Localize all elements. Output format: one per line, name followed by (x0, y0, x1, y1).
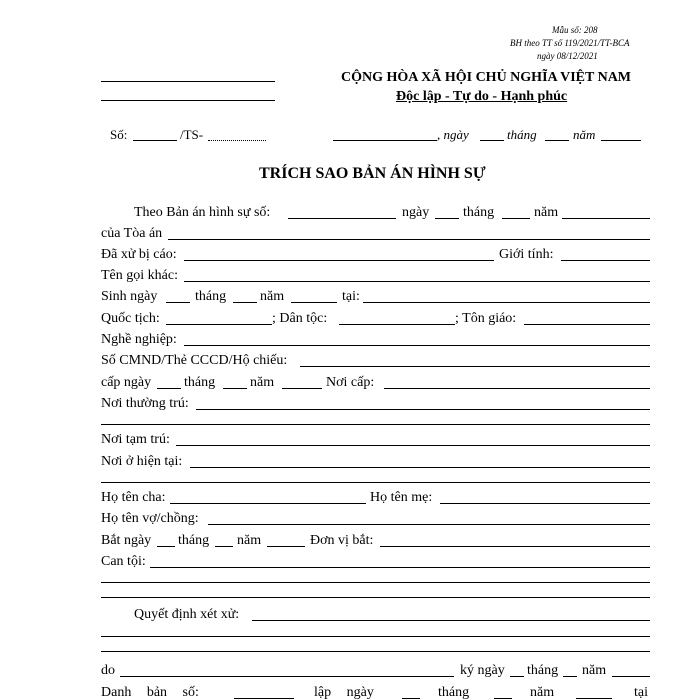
defendant-label: Đã xử bị cáo: (101, 247, 177, 262)
record-year-label: năm (530, 685, 555, 700)
judgment-day-field[interactable] (435, 218, 459, 219)
arresting-unit-field[interactable] (380, 546, 650, 547)
id-number-label: Số CMND/Thẻ CCCD/Hộ chiếu: (101, 353, 288, 368)
issue-month-field[interactable] (223, 388, 247, 389)
mother-name-label: Họ tên mẹ: (370, 490, 433, 505)
id-number-field[interactable] (300, 366, 650, 367)
record-month-label: tháng (438, 685, 470, 700)
temporary-address-field[interactable] (176, 445, 650, 446)
document-title: TRÍCH SAO BẢN ÁN HÌNH SỰ (259, 165, 486, 182)
form-date: ngày 08/12/2021 (537, 51, 598, 61)
nationality-field[interactable] (166, 324, 272, 325)
verdict-field-2[interactable] (101, 636, 650, 637)
issue-day-label: cấp ngày (101, 375, 152, 390)
birth-place-label: tại: (342, 289, 360, 304)
form-circular: BH theo TT số 119/2021/TT-BCA (510, 38, 630, 48)
court-label: của Tòa án (101, 226, 163, 241)
birth-year-label: năm (260, 289, 285, 304)
sign-year-field[interactable] (612, 676, 650, 677)
issuer-field[interactable] (120, 676, 454, 677)
arrest-year-field[interactable] (267, 546, 305, 547)
permanent-address-label: Nơi thường trú: (101, 396, 189, 411)
spouse-name-field[interactable] (208, 524, 650, 525)
religion-field[interactable] (524, 324, 650, 325)
defendant-field[interactable] (184, 260, 494, 261)
birth-month-field[interactable] (233, 302, 257, 303)
arrest-month-field[interactable] (215, 546, 233, 547)
occupation-field[interactable] (184, 345, 650, 346)
temporary-address-label: Nơi tạm trú: (101, 432, 170, 447)
sign-year-label: năm (582, 663, 607, 678)
birth-day-field[interactable] (166, 302, 190, 303)
current-address-field[interactable] (190, 467, 650, 468)
issue-month-label: tháng (184, 375, 216, 390)
date-year-field[interactable] (601, 140, 641, 141)
permanent-address-field-2[interactable] (101, 424, 650, 425)
record-month-field[interactable] (494, 698, 512, 699)
date-day-label: , ngày (437, 127, 469, 142)
mother-name-field[interactable] (440, 503, 650, 504)
date-day-field[interactable] (480, 140, 504, 141)
charge-field[interactable] (150, 567, 650, 568)
spouse-name-label: Họ tên vợ/chồng: (101, 511, 199, 526)
number-field[interactable] (133, 140, 177, 141)
issue-year-field[interactable] (282, 388, 322, 389)
judgment-day-label: ngày (402, 205, 430, 220)
country-name: CỘNG HÒA XÃ HỘI CHỦ NGHĨA VIỆT NAM (341, 70, 632, 85)
record-day-label: lập ngày (314, 685, 374, 700)
form-number: Mẫu số: 208 (552, 25, 598, 35)
date-year-label: năm (573, 127, 596, 142)
birth-month-label: tháng (195, 289, 227, 304)
issue-place-label: Nơi cấp: (326, 375, 375, 390)
record-day-field[interactable] (402, 698, 420, 699)
sign-month-label: tháng (527, 663, 559, 678)
issue-day-field[interactable] (157, 388, 181, 389)
record-place-label: tại (634, 685, 648, 700)
judgment-number-label: Theo Bản án hình sự số: (134, 205, 271, 220)
arrest-year-label: năm (237, 533, 262, 548)
sign-day-field[interactable] (510, 676, 524, 677)
record-year-field[interactable] (576, 698, 612, 699)
date-month-field[interactable] (545, 140, 569, 141)
fingerprint-record-field[interactable] (234, 698, 294, 699)
verdict-field[interactable] (252, 620, 650, 621)
charge-field-2[interactable] (101, 582, 650, 583)
ts-field[interactable] (208, 140, 266, 141)
alias-label: Tên gọi khác: (101, 268, 178, 283)
gender-field[interactable] (561, 260, 650, 261)
alias-field[interactable] (184, 281, 650, 282)
verdict-field-3[interactable] (101, 651, 650, 652)
gender-label: Giới tính: (499, 247, 554, 262)
father-name-field[interactable] (170, 503, 366, 504)
court-field[interactable] (168, 239, 650, 240)
agency-line-2[interactable] (101, 100, 275, 101)
issuer-label: do (101, 663, 115, 678)
place-field[interactable] (333, 140, 437, 141)
arrest-day-field[interactable] (157, 546, 175, 547)
number-label: Số: (110, 127, 128, 142)
ethnicity-label: ; Dân tộc: (272, 311, 328, 326)
fingerprint-record-label: Danh bản số: (101, 685, 199, 700)
agency-line-1[interactable] (101, 81, 275, 82)
issue-year-label: năm (250, 375, 275, 390)
verdict-label: Quyết định xét xử: (134, 607, 240, 622)
permanent-address-field[interactable] (196, 409, 650, 410)
charge-label: Can tội: (101, 554, 146, 569)
birth-place-field[interactable] (363, 302, 650, 303)
motto: Độc lập - Tự do - Hạnh phúc (396, 89, 568, 104)
judgment-year-field[interactable] (562, 218, 650, 219)
sign-month-field[interactable] (563, 676, 577, 677)
judgment-number-field[interactable] (288, 218, 396, 219)
current-address-field-2[interactable] (101, 482, 650, 483)
birth-year-field[interactable] (291, 302, 337, 303)
arrest-month-label: tháng (178, 533, 210, 548)
arrest-day-label: Bắt ngày (101, 533, 152, 548)
religion-label: ; Tôn giáo: (455, 311, 517, 326)
birth-day-label: Sinh ngày (101, 289, 158, 304)
ts-label: /TS- (180, 127, 204, 142)
ethnicity-field[interactable] (339, 324, 455, 325)
current-address-label: Nơi ở hiện tại: (101, 454, 183, 469)
occupation-label: Nghề nghiệp: (101, 332, 177, 347)
judgment-month-label: tháng (463, 205, 495, 220)
father-name-label: Họ tên cha: (101, 490, 166, 505)
arresting-unit-label: Đơn vị bắt: (310, 533, 374, 548)
date-month-label: tháng (507, 127, 537, 142)
judgment-month-field[interactable] (502, 218, 530, 219)
issue-place-field[interactable] (384, 388, 650, 389)
judgment-year-label: năm (534, 205, 559, 220)
charge-field-3[interactable] (101, 597, 650, 598)
sign-day-label: ký ngày (460, 663, 505, 678)
nationality-label: Quốc tịch: (101, 311, 160, 326)
